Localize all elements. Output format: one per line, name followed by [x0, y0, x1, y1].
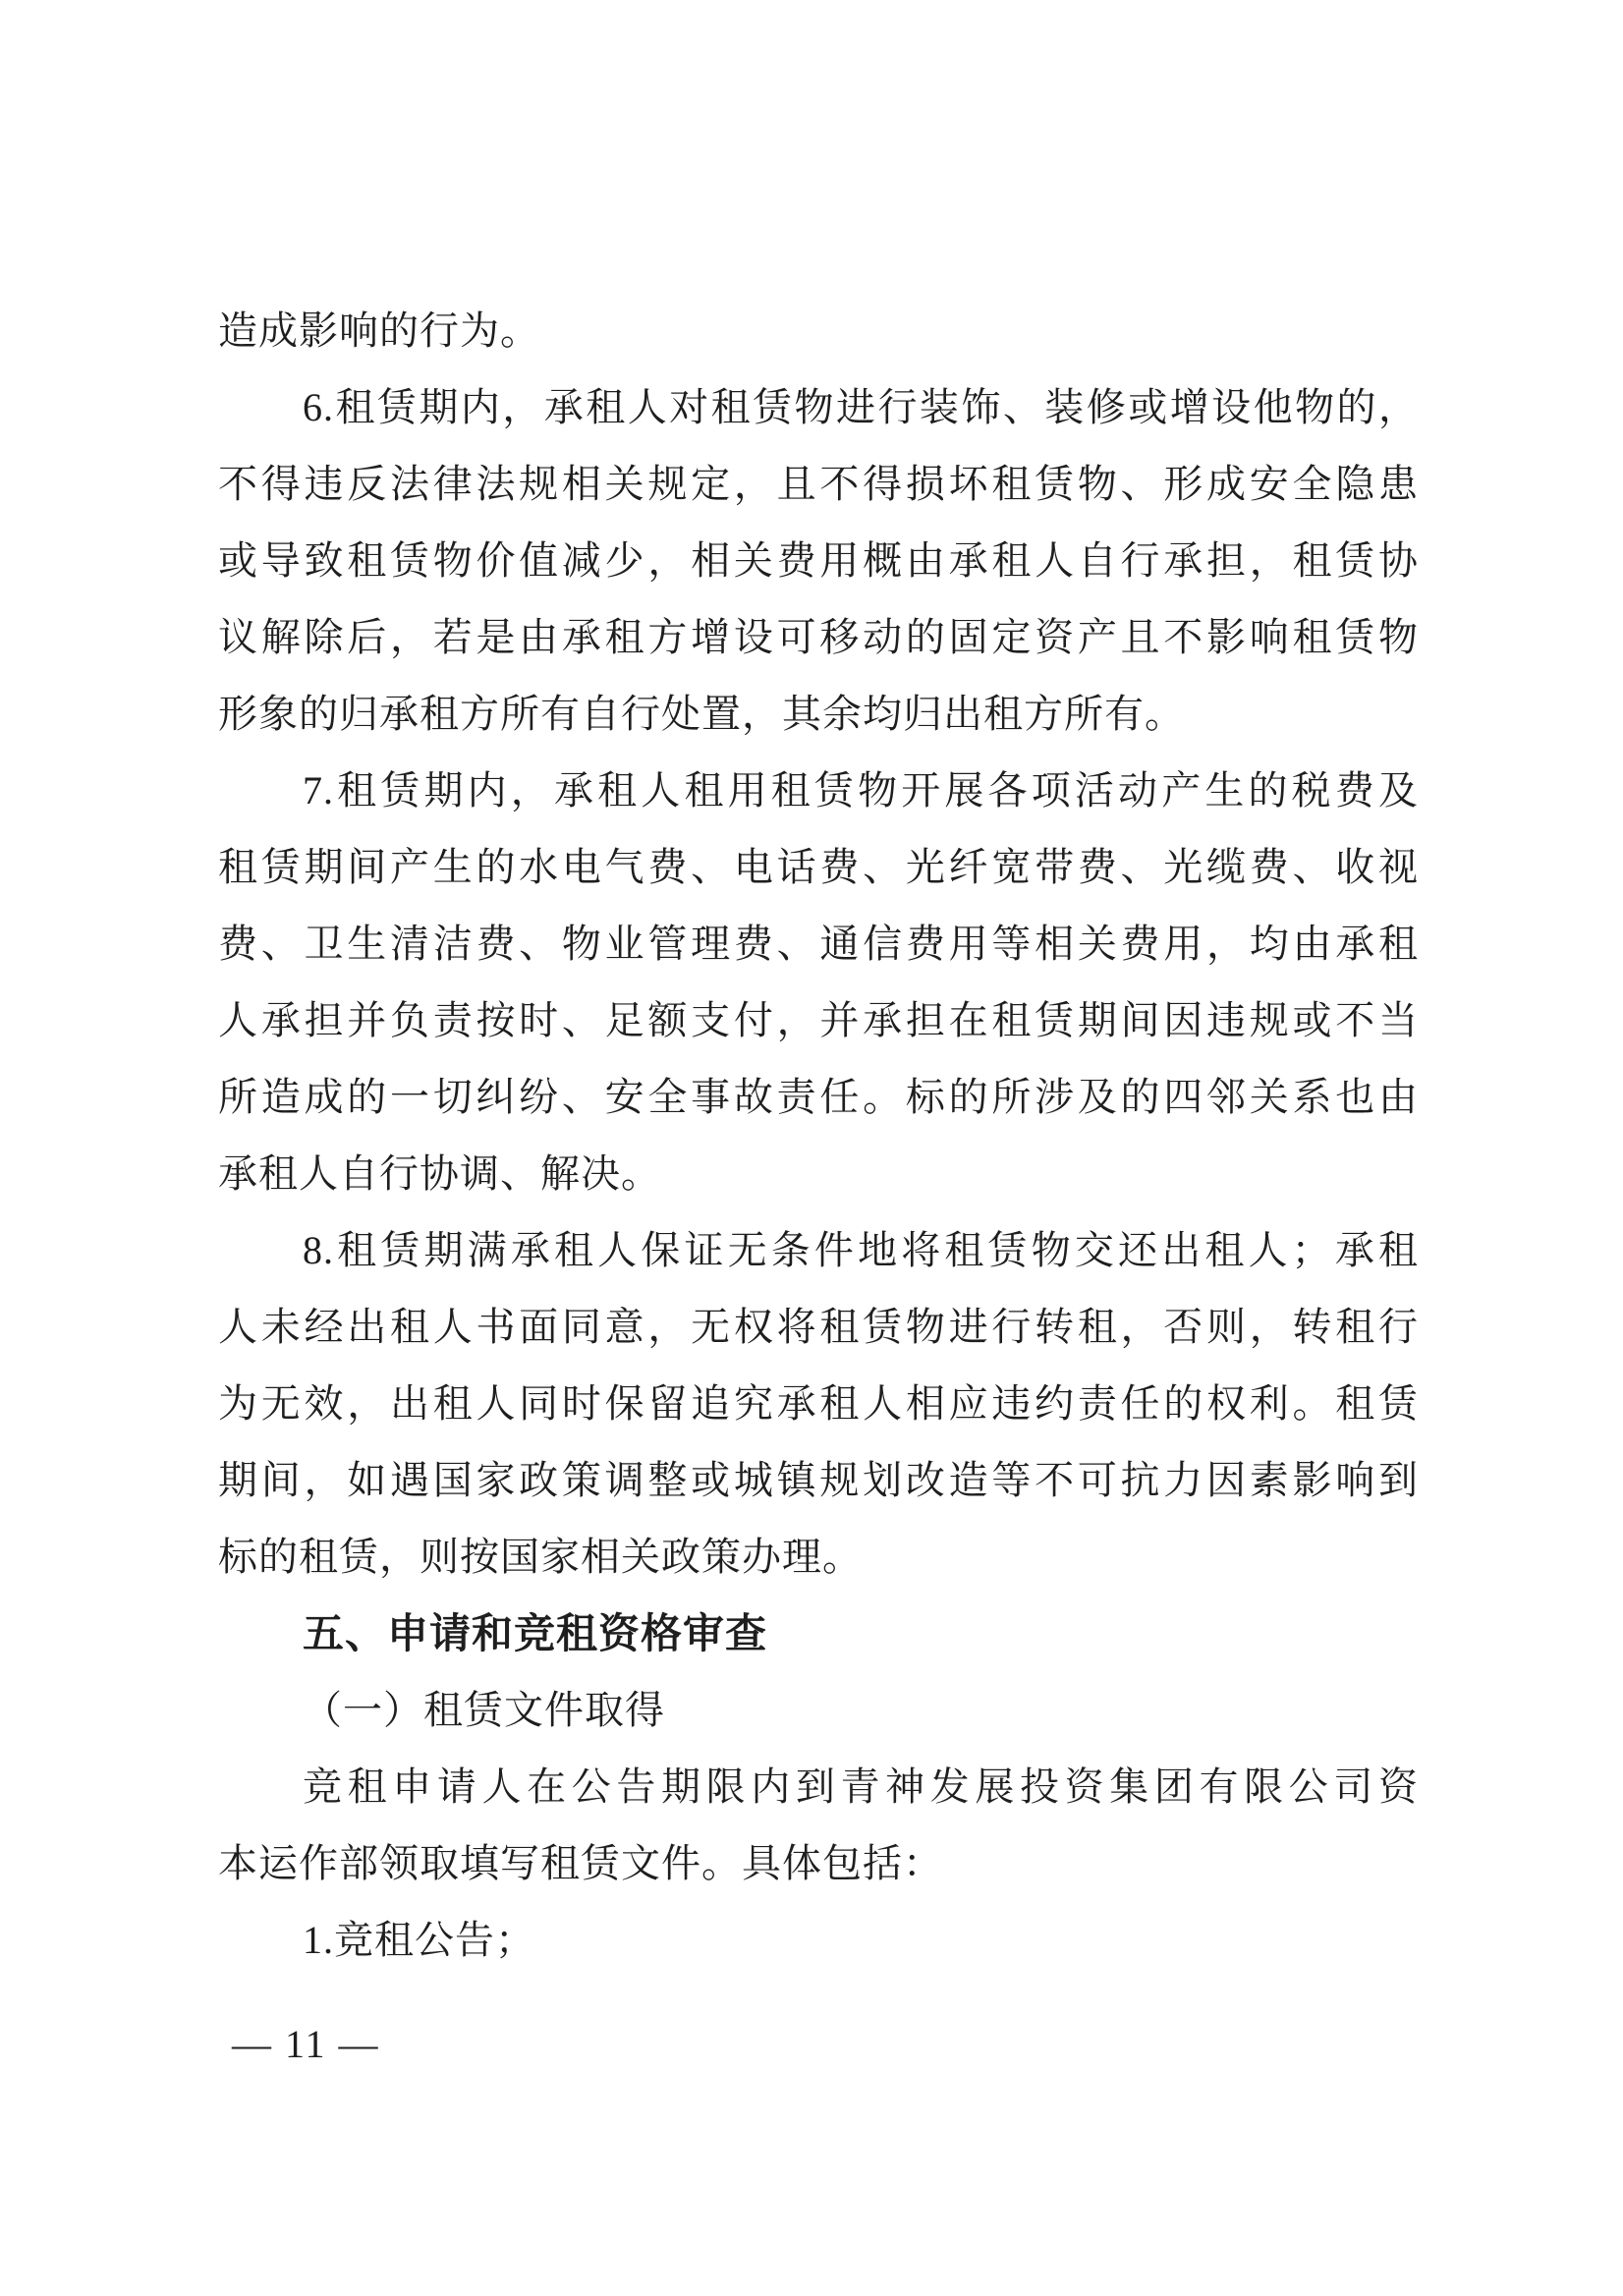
text-line: 期间，如遇国家政策调整或城镇规划改造等不可抗力因素影响到: [218, 1458, 1419, 1502]
section-heading: 五、申请和竞租资格审查: [303, 1610, 768, 1656]
text-line: 人未经出租人书面同意，无权将租赁物进行转租，否则，转租行: [218, 1305, 1419, 1349]
document-body: [218, 293, 1419, 1979]
text-line: 租赁期间产生的水电气费、电话费、光纤宽带费、光缆费、收视: [218, 845, 1419, 889]
text-line: 本运作部领取填写租赁文件。具体包括：: [218, 1841, 943, 1885]
text-line: 竞租申请人在公告期限内到青神发展投资集团有限公司资: [303, 1764, 1419, 1809]
text-line: 7.租赁期内，承租人租用租赁物开展各项活动产生的税费及: [303, 768, 1419, 812]
text-line: 或导致租赁物价值减少，相关费用概由承租人自行承担，租赁协: [218, 538, 1419, 583]
sub-heading: （一）租赁文件取得: [303, 1688, 665, 1732]
page-number: — 11 —: [232, 2022, 380, 2066]
text-line: 为无效，出租人同时保留追究承租人相应违约责任的权利。租赁: [218, 1381, 1419, 1426]
text-line: 6.租赁期内，承租人对租赁物进行装饰、装修或增设他物的，: [303, 385, 1419, 429]
list-item: 1.竞租公告；: [303, 1918, 535, 1962]
text-line: 费、卫生清洁费、物业管理费、通信费用等相关费用，均由承租: [218, 922, 1419, 966]
text-line: 人承担并负责按时、足额支付，并承担在租赁期间因违规或不当: [218, 998, 1419, 1042]
text-line: 8.租赁期满承租人保证无条件地将租赁物交还出租人；承租: [303, 1228, 1419, 1272]
text-line: 不得违反法律法规相关规定，且不得损坏租赁物、形成安全隐患: [218, 462, 1419, 506]
text-line: 标的租赁，则按国家相关政策办理。: [218, 1535, 863, 1579]
text-line: 议解除后，若是由承租方增设可移动的固定资产且不影响租赁物: [218, 615, 1419, 659]
text-line: 承租人自行协调、解决。: [218, 1151, 661, 1196]
text-line: 所造成的一切纠纷、安全事故责任。标的所涉及的四邻关系也由: [218, 1075, 1419, 1119]
text-line: 造成影响的行为。: [218, 308, 540, 353]
text-line: 形象的归承租方所有自行处置，其余均归出租方所有。: [218, 692, 1185, 736]
